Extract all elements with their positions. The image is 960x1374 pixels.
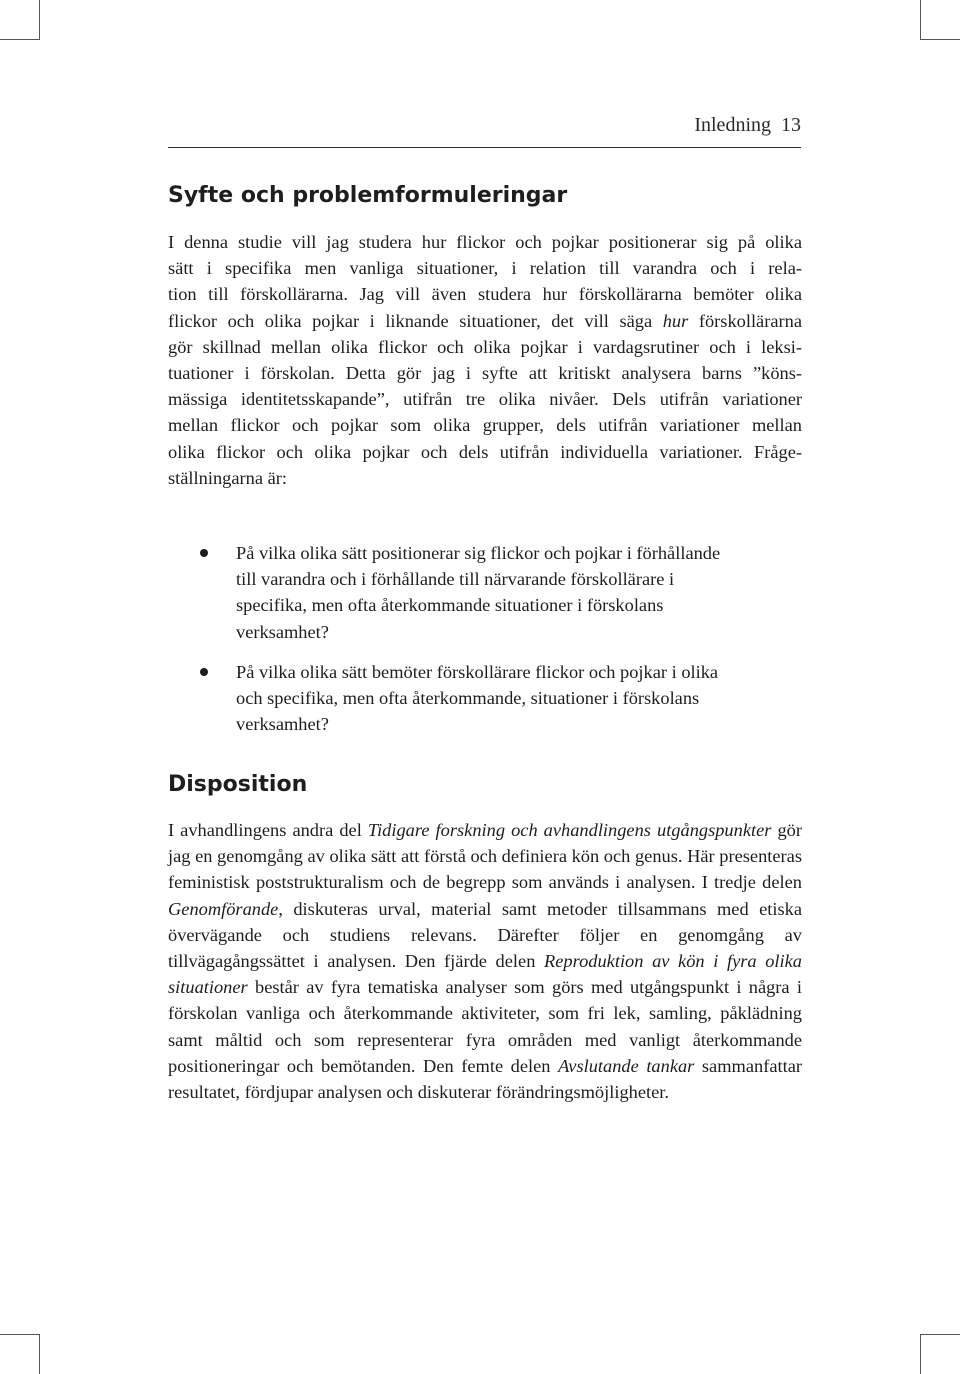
text-run: I avhandlingens andra del bbox=[168, 820, 368, 840]
paragraph-syfte bbox=[168, 229, 802, 491]
crop-mark bbox=[39, 0, 40, 40]
crop-mark bbox=[920, 0, 921, 40]
text-line: ställningarna är: bbox=[168, 467, 287, 488]
question-text: På vilka olika sätt bemöter förskollärare flickor och pojkar i olika och specifika, men ofta återkommande, situationer i förskolans verksamhet? bbox=[236, 661, 719, 735]
text-line: mässiga identitetsskapande”, utifrån tre olika nivåer. Dels utifrån variationer bbox=[168, 389, 802, 410]
text-line: mellan flickor och pojkar som olika grupper, dels utifrån variationer mellan bbox=[168, 415, 802, 436]
section-heading-syfte: Syfte och problemformuleringar bbox=[168, 183, 568, 208]
text-line bbox=[168, 308, 802, 334]
text-line: tion till förskollärarna. Jag vill även studera hur förskollärarna bemöter olika bbox=[168, 284, 802, 305]
text-line: I denna studie vill jag studera hur flickor och pojkar positionerar sig på olika bbox=[168, 232, 802, 252]
text-run: gör jag en genomgång av olika sätt att förstå och definiera kön och genus. Här presenteras feministisk poststrukturalism och de begrepp som används i analysen. I tredje delen bbox=[168, 820, 802, 893]
question-item bbox=[196, 659, 738, 738]
crop-mark bbox=[920, 1334, 921, 1374]
section-heading-disposition: Disposition bbox=[168, 772, 308, 797]
text-run: flickor och olika pojkar i liknande situationer, det vill säga bbox=[168, 310, 663, 331]
italic-title: Tidigare forskning och avhandlingens utgångspunkter bbox=[367, 820, 772, 840]
crop-mark bbox=[920, 39, 960, 40]
crop-mark bbox=[0, 39, 40, 40]
crop-mark bbox=[0, 1334, 40, 1335]
italic-title: Reproduktion av kön i fyra olika situationer bbox=[168, 951, 802, 998]
question-item bbox=[196, 540, 738, 645]
text-run: sammanfattar resultatet, fördjupar analysen och diskuterar förändringsmöjligheter. bbox=[168, 1055, 802, 1103]
text-run: förskollärarna bbox=[688, 310, 802, 331]
bullet-icon bbox=[200, 549, 208, 557]
header-rule bbox=[168, 147, 801, 148]
italic-title: Avslutande tankar bbox=[558, 1055, 695, 1076]
text-run: , diskuteras urval, material samt metoder tillsammans med etiska övervägande och studiens relevans. Därefter följer en genomgång av tillvägagångssättet i analysen. Den fjärde delen bbox=[168, 898, 802, 972]
italic-title: Genomförande bbox=[168, 898, 279, 919]
question-text: På vilka olika sätt positionerar sig flickor och pojkar i förhållande till varandra och i förhållande till närvarande förskollärare i specifika, men ofta återkommande situationer i förskolans verksamhet? bbox=[236, 543, 721, 642]
bullet-icon bbox=[200, 668, 208, 676]
italic-term: hur bbox=[662, 310, 689, 331]
crop-mark bbox=[39, 1334, 40, 1374]
crop-mark bbox=[920, 1334, 960, 1335]
running-header-section: Inledning bbox=[694, 114, 771, 136]
question-list bbox=[196, 540, 738, 737]
text-line: olika flickor och olika pojkar och dels utifrån individuella variationer. Fråge- bbox=[168, 441, 802, 462]
paragraph-disposition bbox=[168, 817, 802, 1105]
running-header bbox=[168, 112, 801, 138]
text-line: gör skillnad mellan olika flickor och olika pojkar i vardagsrutiner och i leksi- bbox=[168, 336, 802, 357]
text-line: sätt i specifika men vanliga situationer, i relation till varandra och i rela- bbox=[168, 258, 802, 279]
page-number: 13 bbox=[781, 114, 801, 136]
text-run: består av fyra tematiska analyser som görs med utgångspunkt i några i förskolan vanliga och återkommande aktiviteter, som fri lek, samling, påklädning samt måltid och som representerar fyra områden med vanligt återkommande positioneringar och bemötanden. Den femte delen bbox=[168, 977, 802, 1076]
text-line: tuationer i förskolan. Detta gör jag i syfte att kritiskt analysera barns ”köns- bbox=[168, 363, 802, 384]
